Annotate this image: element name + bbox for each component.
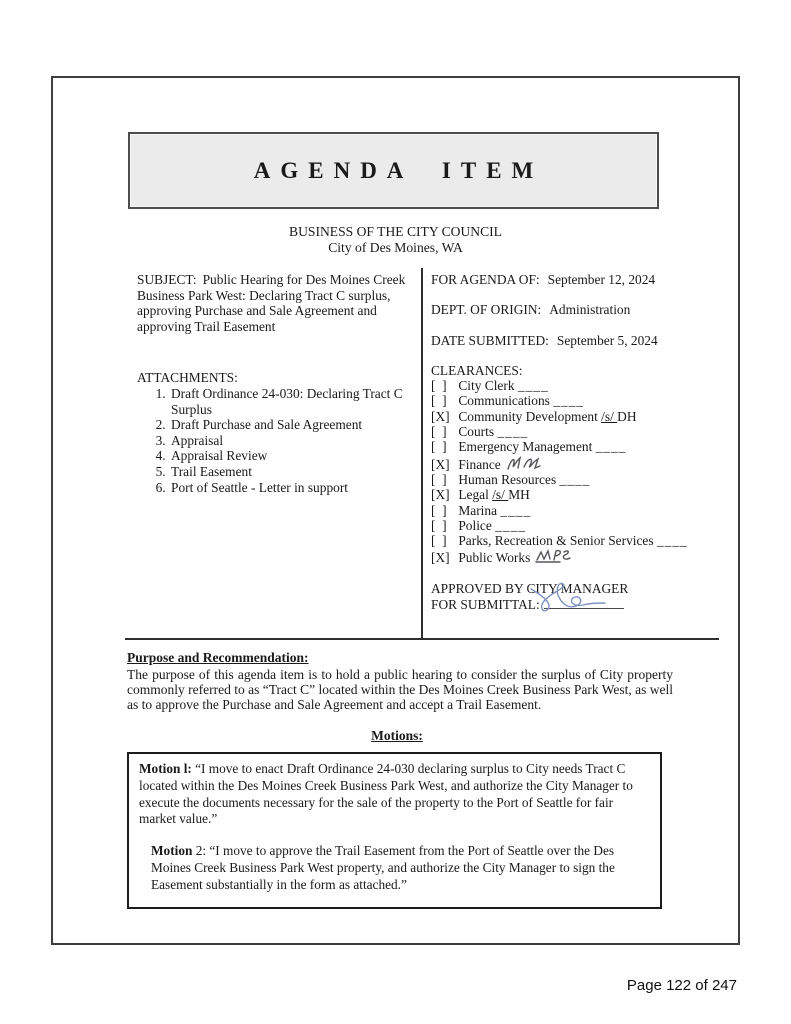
clearance-row: [431, 439, 719, 454]
clearance-name: Community Development: [455, 408, 602, 424]
attachment-item: 1. Draft Ordinance 24-030: Declaring Tract C Surplus: [169, 386, 415, 417]
clearance-name: City Clerk: [455, 378, 518, 394]
subject-label: SUBJECT:: [137, 272, 197, 287]
signature-blank: ____: [595, 439, 627, 455]
clearance-row: [431, 472, 719, 487]
clearance-row: [431, 548, 719, 565]
clearance-row: [431, 393, 719, 408]
dept-row: [431, 302, 719, 317]
checkbox-empty: [ ]: [431, 439, 447, 455]
for-submittal-label: FOR SUBMITTAL:: [431, 596, 540, 612]
clearance-row: [431, 533, 719, 548]
clearance-row: [431, 455, 719, 472]
checkbox-checked: [X]: [431, 550, 450, 566]
attachment-item: 2. Draft Purchase and Sale Agreement: [169, 417, 415, 433]
attachments-list: [137, 386, 415, 495]
motion-2-text: 2: “I move to approve the Trail Easement from the Port of Seattle over the Des Moines Creek Business Park West property, and authorize the City Manager to sign the Easement substantially in the form as attached.”: [151, 843, 615, 892]
approved-block: [431, 581, 719, 613]
clearance-row: [431, 378, 719, 393]
signature-blank: ____: [500, 502, 532, 518]
checkbox-empty: [ ]: [431, 393, 447, 409]
signature-blank: ____: [656, 533, 688, 549]
attachment-item: 5. Trail Easement: [169, 464, 415, 480]
checkbox-empty: [ ]: [431, 424, 447, 440]
date-label: DATE SUBMITTED:: [431, 332, 549, 348]
approved-line-1: APPROVED BY CITY MANAGER: [431, 580, 629, 596]
purpose-section: [127, 650, 673, 712]
signature-blank: ____: [497, 424, 529, 440]
agenda-of-label: FOR AGENDA OF:: [431, 272, 540, 287]
clearance-row: [431, 518, 719, 533]
clearance-name: Emergency Management: [455, 439, 596, 455]
clearance-row: [431, 409, 719, 424]
motion-2-label: Motion: [151, 843, 193, 859]
clearances-label: CLEARANCES:: [431, 362, 523, 378]
checkbox-checked: [X]: [431, 487, 450, 503]
signature-blank: ____: [517, 378, 549, 394]
clearance-name: Public Works: [455, 550, 534, 566]
clearance-row: [431, 487, 719, 502]
agenda-item-header-box: [128, 132, 659, 209]
council-line: BUSINESS OF THE CITY COUNCIL: [289, 224, 502, 239]
public-works-initials-icon: [534, 548, 574, 565]
page-number: Page 122 of 247: [626, 977, 737, 994]
checkbox-empty: [ ]: [431, 533, 447, 549]
signature-blank: ____: [559, 471, 591, 487]
checkbox-empty: [ ]: [431, 378, 447, 394]
attachment-item: 3. Appraisal: [169, 433, 415, 449]
signature-line: [544, 597, 624, 609]
checkbox-empty: [ ]: [431, 502, 447, 518]
council-heading: [53, 224, 738, 256]
motion-1-text: “I move to enact Draft Ordinance 24-030 declaring surplus to City needs Tract C located within the Des Moines Creek Business Park West, and authorize the City Manager to execute the documents necessary for the sale of the property to the Port of Seattle for fair market value.”: [139, 761, 633, 827]
clearance-name: Courts: [455, 424, 498, 440]
city-line: City of Des Moines, WA: [328, 240, 463, 255]
clearance-name: Legal: [455, 487, 493, 503]
signature-blank: ____: [553, 393, 584, 409]
clearance-name: Police: [455, 517, 496, 533]
left-column: [125, 268, 421, 638]
attachment-item: 6. Port of Seattle - Letter in support: [169, 480, 415, 496]
clearance-name: Parks, Recreation & Senior Services: [455, 533, 657, 549]
clearances-list: [431, 378, 719, 566]
checkbox-empty: [ ]: [431, 517, 447, 533]
signature-initials: DH: [617, 408, 637, 424]
motion-1: [139, 761, 650, 828]
signature-slash: /s/: [601, 408, 618, 424]
approved-line-2: [431, 597, 719, 613]
subject-block: [137, 272, 415, 334]
clearance-name: Communications: [455, 393, 554, 409]
signature-blank: ____: [495, 517, 526, 533]
right-column: [421, 268, 719, 638]
attachments-label: ATTACHMENTS:: [137, 370, 238, 386]
clearance-row: [431, 424, 719, 439]
checkbox-empty: [ ]: [431, 471, 447, 487]
agenda-item-title: AGENDA ITEM: [253, 157, 544, 183]
finance-initials-icon: [504, 455, 544, 472]
clearance-name: Human Resources: [455, 471, 560, 487]
dept-label: DEPT. OF ORIGIN:: [431, 302, 542, 318]
signature-initials: MH: [508, 487, 530, 503]
motions-heading: Motions:: [371, 728, 423, 743]
clearance-name: Marina: [455, 502, 501, 518]
dept-value: Administration: [549, 302, 631, 318]
attachment-item: 4. Appraisal Review: [169, 448, 415, 464]
agenda-of-value: September 12, 2024: [547, 272, 656, 287]
motions-heading-row: [127, 728, 667, 744]
purpose-text: The purpose of this agenda item is to hold a public hearing to consider the surplus of City property commonly referred to as “Tract C” located within the Des Moines Creek Business Park West, as well as to approve the Purchase and Sale Agreement and accept a Trail Easement.: [127, 667, 673, 712]
agenda-of-row: [431, 272, 719, 287]
clearance-row: [431, 503, 719, 518]
date-row: [431, 333, 719, 348]
signature-slash: /s/: [492, 487, 509, 503]
purpose-heading: Purpose and Recommendation:: [127, 650, 309, 665]
clearance-name: Finance: [455, 456, 505, 472]
subject-text: Public Hearing for Des Moines Creek Business Park West: Declaring Tract C surplus, approving Purchase and Sale Agreement and approving Trail Easement: [137, 272, 406, 334]
motions-box: [127, 752, 662, 909]
motion-1-label: Motion l:: [139, 761, 192, 776]
date-value: September 5, 2024: [556, 332, 658, 348]
info-grid: [125, 268, 719, 640]
motion-2: [151, 843, 650, 893]
checkbox-checked: [X]: [431, 456, 450, 472]
checkbox-checked: [X]: [431, 408, 450, 424]
page-border: [51, 76, 740, 945]
